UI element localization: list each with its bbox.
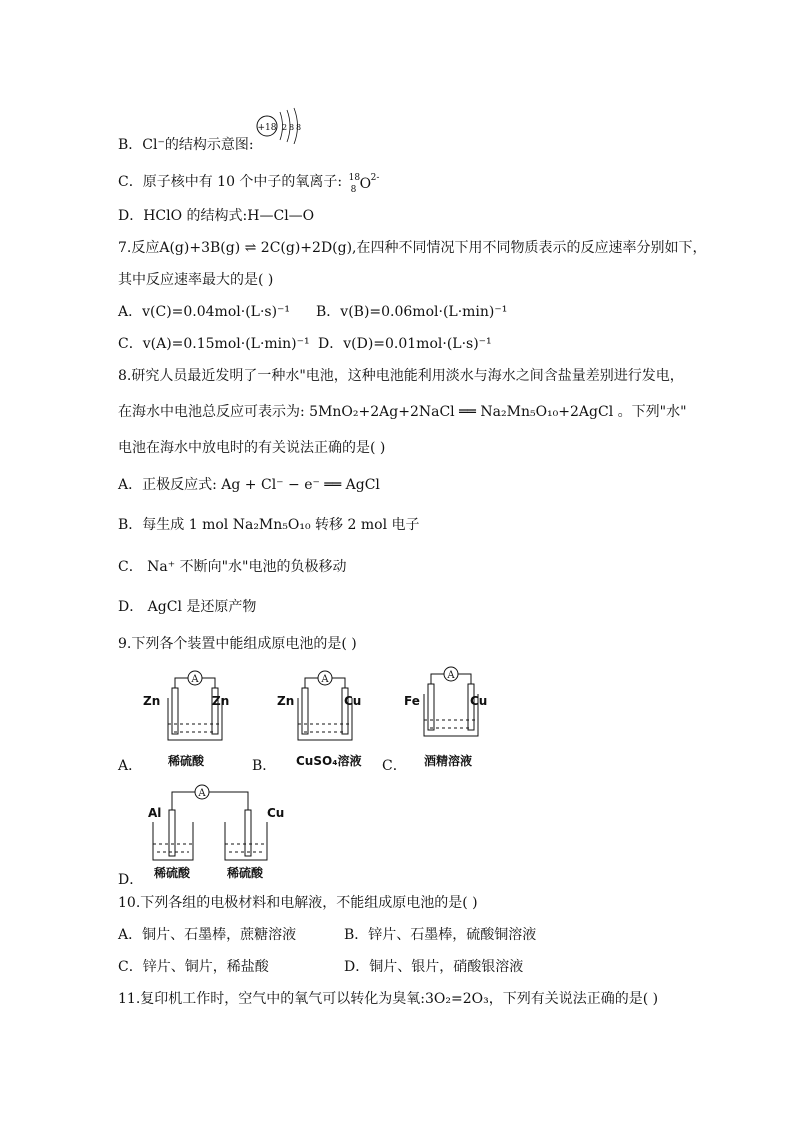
q6-option-d: D．HClO 的结构式:H—Cl—O — [118, 208, 315, 224]
beaker-left — [153, 822, 193, 860]
apparatus-a — [160, 668, 230, 748]
q9-c-right-electrode: Cu — [470, 694, 488, 708]
q7-option-c: C．v(A)=0.15mol·(L·min)⁻¹ — [118, 336, 310, 352]
q9-c-left-electrode: Fe — [404, 694, 420, 708]
q9-a-left-electrode: Zn — [143, 694, 161, 708]
electrode-left — [302, 688, 308, 734]
q8-stem-line3: 电池在海水中放电时的有关说法正确的是( ) — [118, 440, 386, 456]
q6-option-c: C．原子核中有 10 个中子的氧离子: 18 8 O 2- — [118, 173, 380, 195]
q7-option-a: A．v(C)=0.04mol·(L·s)⁻¹ — [118, 304, 291, 320]
ammeter-label: A — [198, 788, 206, 799]
q9-c-solution: 酒精溶液 — [424, 754, 473, 768]
wire-right — [209, 792, 248, 810]
q10-option-c: C．锌片、铜片，稀盐酸 — [118, 959, 269, 975]
q9-a-right-electrode: Zn — [212, 694, 230, 708]
q8-option-a: A．正极反应式: Ag + Cl⁻ − e⁻ ══ AgCl — [118, 477, 380, 493]
wire-left — [172, 792, 195, 810]
q9-a-solution: 稀硫酸 — [168, 754, 205, 768]
q9-option-b-label: B． — [252, 758, 277, 774]
electrode-left — [169, 810, 175, 856]
q10-option-b: B．锌片、石墨棒，硫酸铜溶液 — [344, 927, 537, 943]
q9-stem: 9.下列各个装置中能组成原电池的是( ) — [118, 636, 357, 652]
q7-stem-line2: 其中反应速率最大的是( ) — [118, 272, 274, 288]
shell-2-count: 8 — [289, 123, 295, 132]
shell-3-count: 8 — [296, 123, 302, 132]
q9-option-a-label: A． — [118, 758, 143, 774]
apparatus-d — [145, 780, 295, 864]
q8-option-b: B．每生成 1 mol Na₂Mn₅O₁₀ 转移 2 mol 电子 — [118, 517, 420, 533]
q11-stem: 11.复印机工作时，空气中的氧气可以转化为臭氧:3O₂=2O₃，下列有关说法正确的是( ) — [118, 991, 659, 1007]
electrode-right — [245, 810, 251, 856]
q8-option-c: C． Na⁺ 不断向"水"电池的负极移动 — [118, 559, 347, 575]
apparatus-b — [290, 668, 360, 748]
beaker-right — [225, 822, 267, 860]
electrode-left — [428, 684, 434, 730]
q9-d-solution-left: 稀硫酸 — [154, 866, 191, 880]
q10-stem: 10.下列各组的电极材料和电解液，不能组成原电池的是( ) — [118, 895, 478, 911]
oxygen-ion-notation: 18 8 O 2- — [348, 173, 380, 195]
q9-b-left-electrode: Zn — [277, 694, 295, 708]
ammeter-label: A — [321, 674, 329, 685]
q9-d-solution-right: 稀硫酸 — [227, 866, 264, 880]
q9-d-right-electrode: Cu — [267, 806, 285, 820]
q6-option-b: B．Cl⁻的结构示意图: — [118, 137, 254, 153]
q9-b-solution: CuSO₄溶液 — [296, 754, 362, 768]
ammeter-label: A — [191, 674, 199, 685]
q9-d-left-electrode: Al — [148, 806, 162, 820]
cl-ion-structure-diagram — [254, 104, 314, 144]
q8-stem-line1: 8.研究人员最近发明了一种水"电池，这种电池能利用淡水与海水之间含盐量差别进行发电， — [118, 368, 684, 384]
nucleus-charge: +18 — [257, 123, 277, 133]
q10-option-d: D．铜片、银片，硝酸银溶液 — [344, 959, 524, 975]
q7-option-b: B．v(B)=0.06mol·(L·min)⁻¹ — [316, 304, 508, 320]
q9-option-c-label: C． — [382, 758, 407, 774]
shell-1-count: 2 — [282, 123, 288, 132]
q7-stem-line1: 7.反应A(g)+3B(g) ⇌ 2C(g)+2D(g),在四种不同情况下用不同物质表示的反应速率分别如下， — [118, 240, 707, 256]
ammeter-label: A — [447, 670, 455, 681]
q8-option-d: D． AgCl 是还原产物 — [118, 599, 257, 615]
q8-stem-line2: 在海水中电池总反应可表示为: 5MnO₂+2Ag+2NaCl ══ Na₂Mn₅O₁₀+2AgCl 。下列"水" — [118, 404, 687, 420]
q9-b-right-electrode: Cu — [344, 694, 362, 708]
q9-option-d-label: D． — [118, 872, 144, 888]
electrode-left — [172, 688, 178, 734]
q10-option-a: A．铜片、石墨棒，蔗糖溶液 — [118, 927, 297, 943]
q7-option-d: D．v(D)=0.01mol·(L·s)⁻¹ — [318, 336, 492, 352]
